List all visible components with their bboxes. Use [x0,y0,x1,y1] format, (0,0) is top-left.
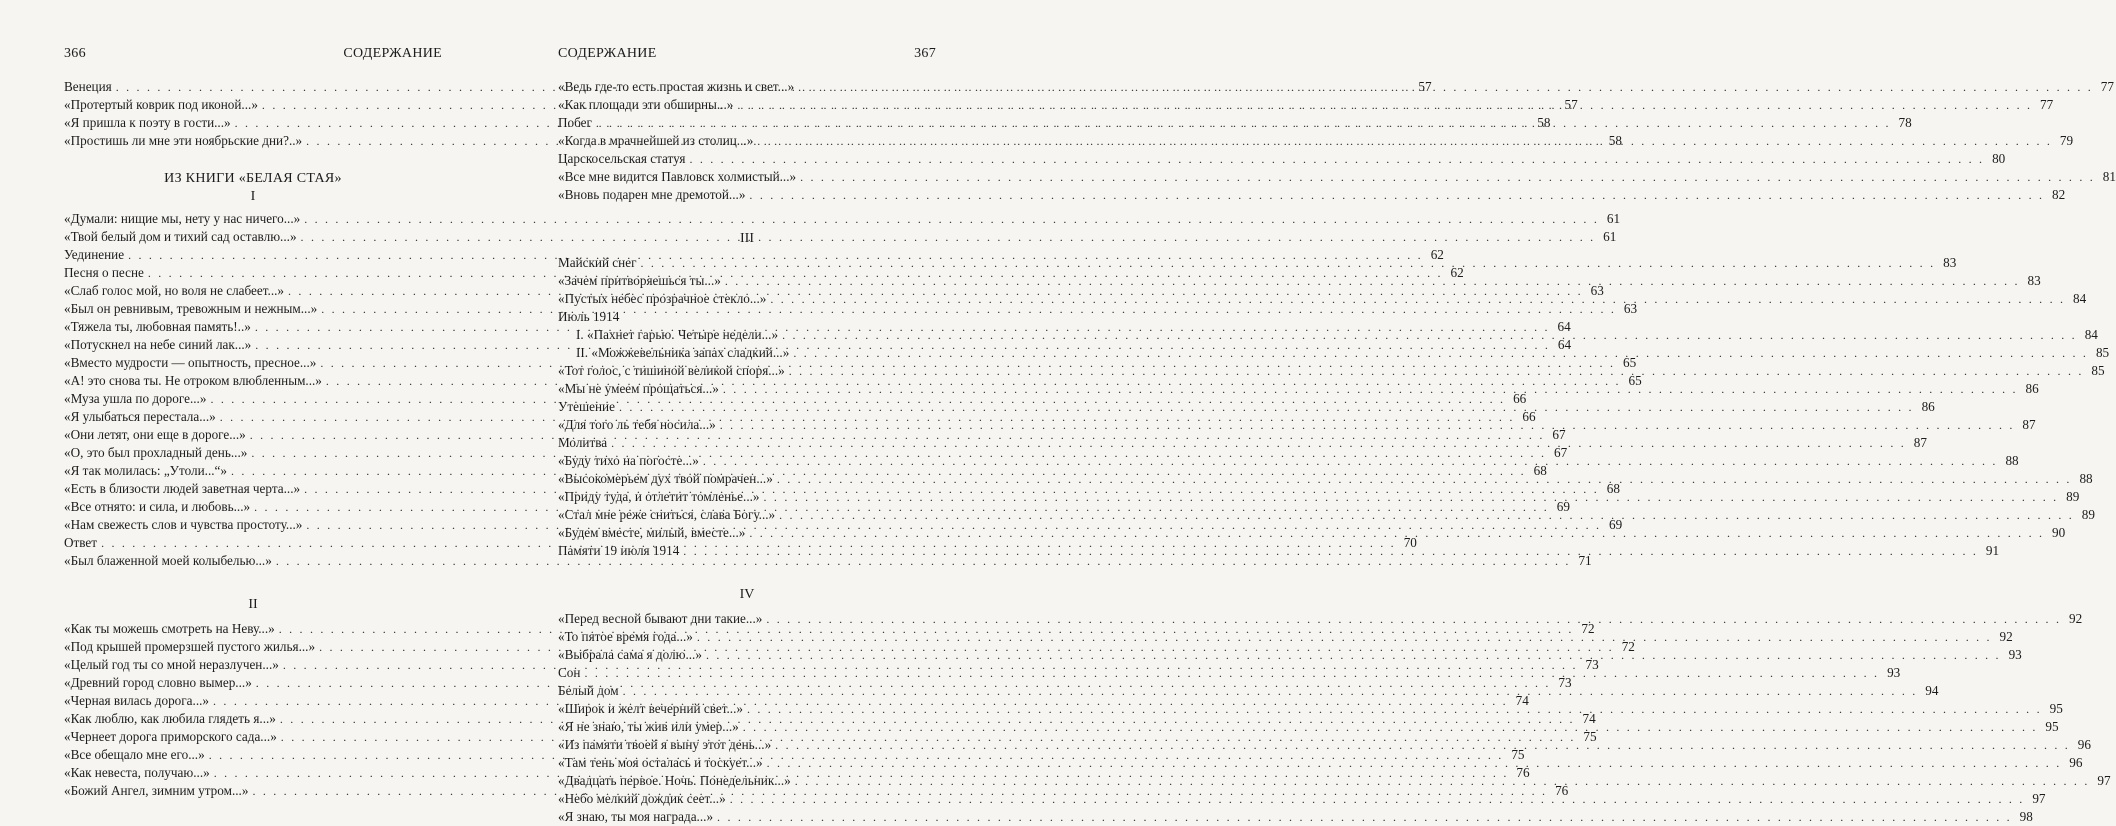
running-title: СОДЕРЖАНИЕ [558,46,657,61]
entry-page-number: 69 [1556,499,1570,514]
entry-page-number: 61 [1603,229,1617,244]
entry-page-number: 72 [1581,621,1595,636]
entry-page-number: 98 [2019,809,2033,824]
entry-title: «Я так молилась: „Утоли...“» [64,463,228,478]
entry-title: «Как невеста, получаю...» [64,765,210,780]
entry-page-number: 57 [1418,79,1432,94]
entry-page-number: 89 [2066,489,2080,504]
entry-title: «О, это был прохладный день...» [64,445,248,460]
entry-page-number: 65 [1622,355,1637,370]
entry-title: «Приду туда, и отлетит томленье...» [558,489,760,504]
entry-page-number: 80 [1992,151,2006,166]
entry-title: «Чернеет дорога приморского сада...» [64,729,277,744]
entry-title: «Вместо мудрости — опытность, пресное...» [64,355,317,370]
entry-page-number: 77 [2040,97,2054,112]
entry-page-number: 97 [2032,791,2046,806]
dot-leader [619,398,1914,416]
entry-title: «Есть в близости людей заветная черта...» [64,481,301,496]
entry-title: «Перед весной бывают дни такие...» [558,611,763,626]
entry-title: «Целый год ты со мной неразлучен...» [64,657,279,672]
entry-title: Венеция [64,79,112,94]
entry-page-number: 86 [1921,399,1935,414]
section-heading: II [248,597,258,612]
entry-title: «Стал мне реже сниться, слава Богу...» [558,507,776,522]
entry-title: «Мы не умеем прощаться...» [558,381,719,396]
entry-title: «Будем вместе, милый, вместе...» [558,525,746,540]
entry-page-number: 83 [1943,255,1957,270]
dot-leader [623,682,1918,700]
entry-page-number: 74 [1582,711,1596,726]
entry-title: «Божий Ангел, зимним утром...» [64,783,249,798]
entry-title: «Простишь ли мне эти ноябрьские дни?..» [64,133,303,148]
entry-title: Уединение [64,247,125,262]
entry-page-number: 63 [1590,283,1604,298]
entry-page-number: 90 [2052,525,2066,540]
entry-page-number: 92 [1999,629,2013,644]
entry-title: «Когда в мрачнейшей из столиц...» [558,133,754,148]
entry-title: «Слаб голос мой, но воля не слабеет...» [64,283,285,298]
dot-leader [640,254,1935,272]
entry-title: «Тяжела ты, любовная память!..» [64,319,251,334]
entry-page-number: 91 [1985,543,2000,558]
entry-title: Утешение [558,399,615,414]
dot-leader [764,488,2059,506]
entry-page-number: 58 [1537,115,1551,130]
entry-title: «Твой белый дом и тихий сад оставлю...» [64,229,297,244]
entry-page-number: 84 [2084,327,2098,342]
entry-title: «Нам свежесть слов и чувства простоту...» [64,517,303,532]
entry-title: «Был он ревнивым, тревожным и нежным...» [64,301,318,316]
dot-leader [767,754,2062,772]
dot-leader [706,646,2001,664]
dot-leader [683,542,1978,560]
entry-title: «Высокомерьем дух твой помрачен...» [558,471,773,486]
entry-title: «Я знаю, ты моя награда...» [558,809,714,824]
entry-page-number: 69 [1609,517,1623,532]
entry-page-number: 77 [2100,79,2114,94]
entry-title: «Ведь где-то есть простая жизнь и свет...» [558,79,795,94]
dot-leader [777,470,2072,488]
entry-page-number: 68 [1533,463,1547,478]
entry-page-number: 75 [1583,729,1597,744]
book-heading: ИЗ КНИГИ «БЕЛАЯ СТАЯ» [164,171,342,186]
entry-title: «Как ты можешь смотреть на Неву...» [64,621,275,636]
dot-leader [795,772,2090,790]
entry-title: «Для того ль тебя носила...» [558,417,716,432]
section-heading: IV [739,587,755,602]
entry-page-number: 70 [1403,535,1417,550]
dot-leader [798,78,2093,96]
entry-title: Песня о песне [64,265,144,280]
entry-page-number: 57 [1564,97,1578,112]
dot-leader [304,210,1599,228]
entry-page-number: 96 [2069,755,2083,770]
entry-page-number: 96 [2077,737,2091,752]
entry-title: «Они летят, они еще в дороге...» [64,427,246,442]
dot-leader [584,664,1879,682]
entry-title: «Был блаженной моей колыбелью...» [64,553,272,568]
dot-leader [793,344,2088,362]
toc-entry [558,808,2033,826]
dot-leader [611,434,1906,452]
entry-title: «Я пришла к поэту в гости...» [64,115,231,130]
entry-page-number: 88 [2005,453,2019,468]
entry-page-number: 85 [2095,345,2110,360]
dot-leader [747,700,2042,718]
entry-title: I. «Пахнет гарью. Четыре недели...» [576,327,779,342]
running-title: СОДЕРЖАНИЕ [343,46,442,61]
entry-page-number: 86 [2025,381,2039,396]
toc-entry [558,186,2066,204]
dot-leader [757,132,2052,150]
entry-page-number: 93 [1887,665,1901,680]
entry-page-number: 63 [1623,301,1638,316]
entry-page-number: 62 [1450,265,1464,280]
entry-title: «Небо мелкий дождик сеет...» [558,791,726,806]
entry-page-number: 82 [2052,187,2066,202]
entry-title: «Как люблю, как любила глядеть я...» [64,711,276,726]
entry-title: «А! это снова ты. Не отроком влюбленным...» [64,373,322,388]
toc-group-title [558,308,936,326]
entry-page-number: 68 [1606,481,1620,496]
entry-page-number: 97 [2097,773,2111,788]
entry-title: Майский снег [558,255,637,270]
entry-title: «Тот голос, с тишиной великой споря...» [558,363,785,378]
entry-title: «То пятое время года...» [558,629,693,644]
entry-page-number: 75 [1511,747,1525,762]
entry-title: «Пустых небес прозрачное стекло...» [558,291,767,306]
entry-page-number: 64 [1557,319,1571,334]
entry-page-number: 62 [1430,247,1444,262]
entry-page-number: 67 [1553,445,1568,460]
entry-title: Июль 1914 [558,309,620,324]
dot-leader [749,186,2044,204]
entry-page-number: 65 [1628,373,1642,388]
entry-title: «Все обещало мне его...» [64,747,205,762]
entry-title: «Из памяти твоей я выну этот день...» [558,737,772,752]
entry-page-number: 92 [2068,611,2083,626]
entry-title: Ответ [64,535,98,550]
entry-title: «Потускнел на небе синий лак...» [64,337,252,352]
entry-title: Белый дом [558,683,619,698]
running-head-right [558,46,936,64]
entry-page-number: 66 [1522,409,1536,424]
entry-title: Памяти 19 июля 1914 [558,543,680,558]
entry-title: II. «Можжевельника запах сладкий...» [576,345,790,360]
entry-title: Побег [558,115,592,130]
entry-page-number: 64 [1557,337,1572,352]
entry-title: Царскосельская статуя [558,151,686,166]
entry-title: «Зачем притворяешься ты...» [558,273,721,288]
toc-entry [64,552,1592,570]
entry-title: «Как площади эти обширны...» [558,97,734,112]
dot-leader [782,326,2077,344]
entry-page-number: 81 [2102,169,2116,184]
entry-page-number: 85 [2091,363,2105,378]
running-head-left [64,46,442,64]
dot-leader [766,610,2061,628]
entry-page-number: 84 [2073,291,2087,306]
entry-page-number: 79 [2059,133,2074,148]
entry-title: «Все отнято: и сила, и любовь...» [64,499,251,514]
entry-page-number: 73 [1558,675,1572,690]
entry-title: «Думали: нищие мы, нету у нас ничего...» [64,211,301,226]
dot-leader [725,272,2020,290]
dot-leader [720,416,2015,434]
section-heading: I [250,189,256,204]
entry-title: Молитва [558,435,608,450]
dot-leader [723,380,2018,398]
dot-leader [689,150,1984,168]
page-number: 366 [64,46,86,61]
entry-page-number: 73 [1585,657,1599,672]
entry-page-number: 74 [1515,693,1529,708]
entry-page-number: 66 [1513,391,1527,406]
entry-page-number: 76 [1555,783,1569,798]
entry-page-number: 87 [1913,435,1927,450]
dot-leader [779,506,2074,524]
dot-leader [737,96,2032,114]
entry-title: «Я не знаю, ты жив или умер...» [558,719,739,734]
entry-title: Сон [558,665,581,680]
dot-leader [800,168,2095,186]
entry-title: «Все мне видится Павловск холмистый...» [558,169,797,184]
dot-leader [730,790,2025,808]
entry-page-number: 61 [1606,211,1621,226]
entry-page-number: 83 [2027,273,2041,288]
dot-leader [697,628,1992,646]
entry-page-number: 88 [2079,471,2093,486]
dot-leader [743,718,2038,736]
entry-page-number: 72 [1621,639,1635,654]
entry-page-number: 94 [1925,683,1939,698]
entry-title: «Вновь подарен мне дремотой...» [558,187,746,202]
dot-leader [703,452,1998,470]
toc-entry [558,168,2116,186]
entry-title: «Там тень моя осталась и тоскует...» [558,755,763,770]
entry-title: «Буду тихо на погосте...» [558,453,699,468]
dot-leader [789,362,2084,380]
toc-entry [558,610,2083,628]
entry-title: «Древний город словно вымер...» [64,675,252,690]
entry-title: «Черная вилась дорога...» [64,693,210,708]
dot-leader [596,114,1891,132]
entry-title: «Выбрала сама я долю...» [558,647,702,662]
entry-title: «Под крышей промерзшей пустого жилья...» [64,639,316,654]
entry-page-number: 93 [2008,647,2022,662]
toc-entry [64,210,1621,228]
entry-page-number: 76 [1516,765,1530,780]
entry-page-number: 67 [1552,427,1566,442]
entry-page-number: 78 [1898,115,1912,130]
dot-leader [301,228,1596,246]
dot-leader [717,808,2012,826]
entry-page-number: 89 [2081,507,2095,522]
entry-title: «Двадцать первое. Ночь. Понедельник...» [558,773,791,788]
entry-title: «Протертый коврик под иконой...» [64,97,258,112]
entry-page-number: 95 [2045,719,2059,734]
dot-leader [749,524,2044,542]
page-number: 367 [914,46,936,61]
entry-title: «Я улыбаться перестала...» [64,409,216,424]
entry-page-number: 71 [1578,553,1592,568]
dot-leader [770,290,2065,308]
section-heading: III [740,231,754,246]
entry-title: «Муза ушла по дороге...» [64,391,207,406]
entry-title: «Широк и желт вечерний свет...» [558,701,743,716]
dot-leader [775,736,2070,754]
entry-page-number: 87 [2022,417,2036,432]
toc-entry [558,150,2006,168]
entry-page-number: 95 [2049,701,2063,716]
entry-page-number: 58 [1608,133,1622,148]
